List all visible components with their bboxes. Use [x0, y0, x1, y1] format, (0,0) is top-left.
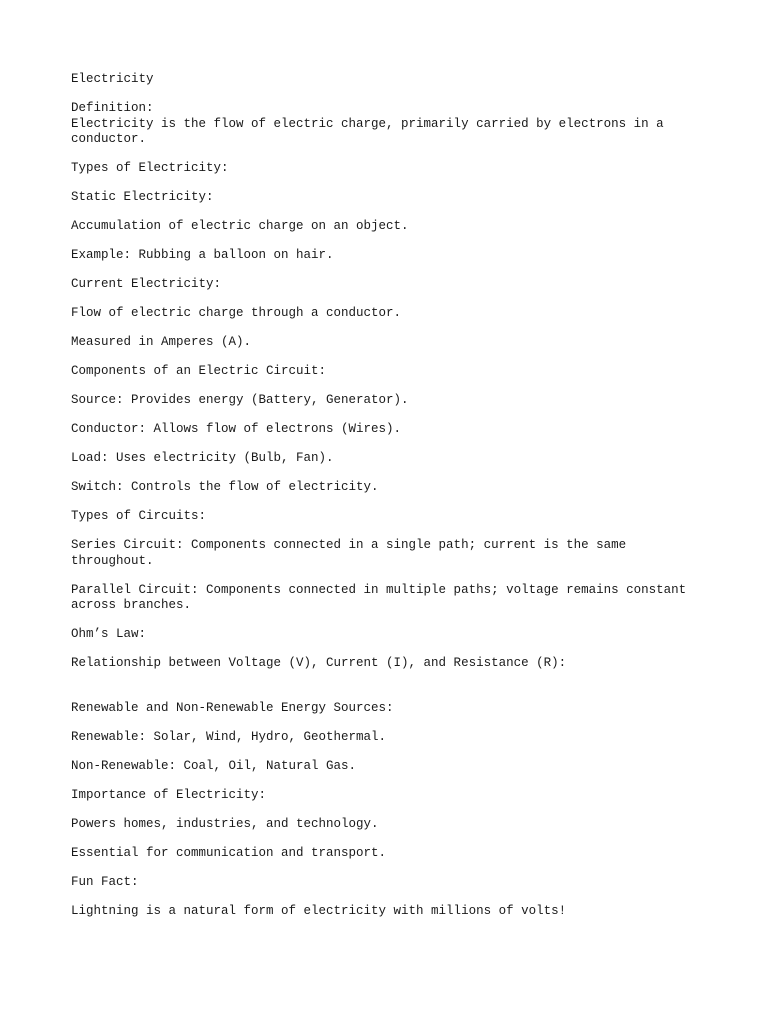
- energy-nonrenewable: Non-Renewable: Coal, Oil, Natural Gas.: [71, 758, 357, 773]
- series-circuit: Series Circuit: Components connected in a single path; current is the same throughout.: [71, 538, 634, 568]
- current-heading: Current Electricity:: [71, 277, 222, 291]
- importance-line-1: Powers homes, industries, and technology.: [71, 816, 379, 831]
- ohms-law-heading: Ohm’s Law:: [71, 627, 147, 641]
- parallel-circuit: Parallel Circuit: Components connected in multiple paths; voltage remains constant across branches.: [71, 582, 694, 612]
- current-line-2: Measured in Amperes (A).: [71, 335, 252, 349]
- fun-fact-text: Lightning is a natural form of electricity with millions of volts!: [71, 903, 567, 918]
- static-heading: Static Electricity:: [71, 190, 214, 204]
- document-body: [71, 72, 701, 933]
- fun-fact-heading: Fun Fact:: [71, 874, 139, 889]
- energy-renewable: Renewable: Solar, Wind, Hydro, Geothermal.: [71, 729, 387, 744]
- definition-text: Electricity is the flow of electric charge, primarily carried by electrons in a conductor.: [71, 116, 672, 146]
- components-heading: Components of an Electric Circuit:: [71, 364, 327, 378]
- definition-heading: Definition:: [71, 101, 154, 115]
- static-line-1: Accumulation of electric charge on an object.: [71, 219, 409, 233]
- ohms-law-text: Relationship between Voltage (V), Current (I), and Resistance (R):: [71, 656, 567, 670]
- document-title: Electricity: [71, 72, 154, 86]
- component-conductor: Conductor: Allows flow of electrons (Wires).: [71, 422, 402, 436]
- energy-heading: Renewable and Non-Renewable Energy Sources:: [71, 700, 394, 715]
- component-switch: Switch: Controls the flow of electricity.: [71, 480, 379, 494]
- current-line-1: Flow of electric charge through a conductor.: [71, 306, 402, 320]
- component-load: Load: Uses electricity (Bulb, Fan).: [71, 451, 334, 465]
- circuits-heading: Types of Circuits:: [71, 509, 207, 523]
- types-heading: Types of Electricity:: [71, 161, 229, 175]
- importance-heading: Importance of Electricity:: [71, 787, 267, 802]
- importance-line-2: Essential for communication and transport.: [71, 845, 387, 860]
- static-line-2: Example: Rubbing a balloon on hair.: [71, 248, 334, 262]
- component-source: Source: Provides energy (Battery, Generator).: [71, 393, 409, 407]
